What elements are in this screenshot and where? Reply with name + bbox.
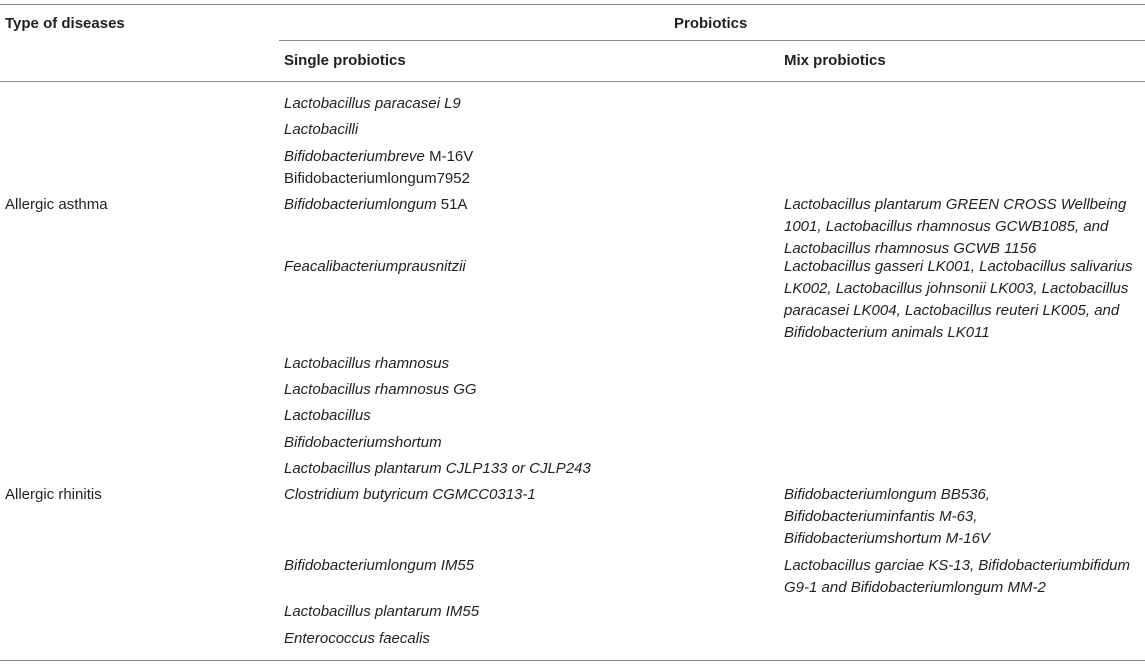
single-probiotic-item xyxy=(284,146,473,168)
probiotics-header-rule xyxy=(279,40,1145,41)
single-probiotic-item: Bifidobacteriumlongum IM55 xyxy=(284,557,475,574)
table-bottom-rule xyxy=(0,660,1145,661)
disease-allergic-asthma: Allergic asthma xyxy=(5,196,108,213)
mix-probiotic-line: Bifidobacteriumshortum M-16V xyxy=(784,530,990,547)
disease-allergic-rhinitis: Allergic rhinitis xyxy=(5,486,102,503)
header-type-of-diseases: Type of diseases xyxy=(5,15,125,32)
single-probiotic-item: Lactobacillus paracasei L9 xyxy=(284,95,461,112)
single-probiotic-item: Lactobacillus plantarum IM55 xyxy=(284,603,480,620)
mix-probiotic-line: Lactobacillus rhamnosus GCWB 1156 xyxy=(784,240,1037,257)
mix-probiotic-line: G9-1 and Bifidobacteriumlongum MM-2 xyxy=(784,579,1046,596)
single-probiotic-item: Clostridium butyricum CGMCC0313-1 xyxy=(284,486,536,503)
single-probiotic-item: Lactobacillus rhamnosus GG xyxy=(284,381,477,398)
mix-probiotic-line: Lactobacillus gasseri LK001, Lactobacillus salivarius xyxy=(784,258,1133,275)
mix-probiotic-line: 1001, Lactobacillus rhamnosus GCWB1085, and xyxy=(784,218,1109,235)
mix-probiotic-line: Bifidobacteriumlongum BB536, xyxy=(784,486,990,503)
single-probiotic-item: Lactobacilli xyxy=(284,121,359,138)
header-single-probiotics: Single probiotics xyxy=(284,52,406,69)
single-probiotic-item-species: Bifidobacteriumbreve xyxy=(284,148,425,165)
single-probiotic-item-strain: 51A xyxy=(436,196,468,213)
mix-probiotic-item xyxy=(784,555,1130,599)
header-mix-probiotics: Mix probiotics xyxy=(784,52,886,69)
mix-probiotic-line: paracasei LK004, Lactobacillus reuteri LK005, and xyxy=(784,302,1120,319)
single-probiotic-item: Bifidobacteriumshortum xyxy=(284,434,442,451)
single-probiotic-item: Lactobacillus xyxy=(284,407,371,424)
mix-probiotic-item xyxy=(784,484,990,550)
mix-probiotic-line: Bifidobacteriuminfantis M-63, xyxy=(784,508,978,525)
mix-probiotic-line: Bifidobacterium animals LK011 xyxy=(784,324,990,341)
single-probiotic-item: Lactobacillus rhamnosus xyxy=(284,355,450,372)
single-probiotic-item: Feacalibacteriumprausnitzii xyxy=(284,258,466,275)
single-probiotic-item xyxy=(284,194,467,216)
table-top-rule xyxy=(0,4,1145,5)
mix-probiotic-line: Lactobacillus plantarum GREEN CROSS Wellbeing xyxy=(784,196,1127,213)
single-probiotic-item-species: Bifidobacteriumlongum xyxy=(284,196,437,213)
mix-probiotic-line: LK002, Lactobacillus johnsonii LK003, Lactobacillus xyxy=(784,280,1129,297)
mix-probiotic-line: Lactobacillus garciae KS-13, Bifidobacteriumbifidum xyxy=(784,557,1131,574)
single-probiotic-item: Enterococcus faecalis xyxy=(284,630,430,647)
single-probiotic-item-strain: M-16V xyxy=(424,148,474,165)
single-probiotic-item: Bifidobacteriumlongum7952 xyxy=(284,170,470,187)
mix-probiotic-item xyxy=(784,256,1133,344)
mix-probiotic-item xyxy=(784,194,1126,260)
single-probiotic-item: Lactobacillus plantarum CJLP133 or CJLP243 xyxy=(284,460,591,477)
header-probiotics: Probiotics xyxy=(674,15,748,32)
header-bottom-rule xyxy=(0,81,1145,82)
